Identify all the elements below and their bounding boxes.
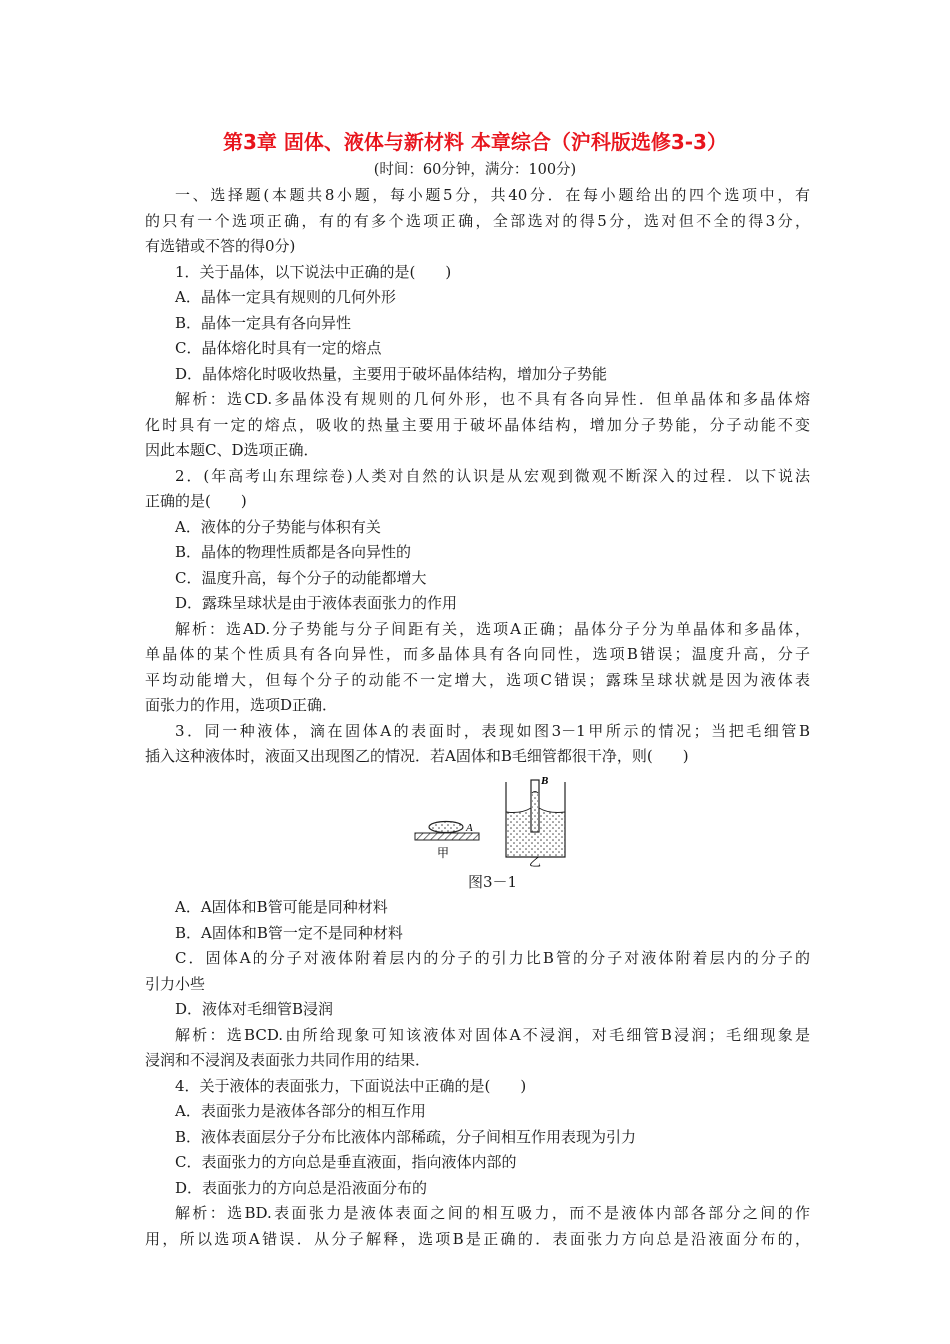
diagram-label-yi: 乙 xyxy=(529,854,542,868)
question-1-stem: 1．关于晶体，以下说法中正确的是( ) xyxy=(175,262,452,281)
diagram-label-jia: 甲 xyxy=(437,845,450,860)
time-score-note: (时间：60分钟，满分：100分) xyxy=(373,162,577,178)
question-2-stem-line: 2．(年高考山东理综卷)人类对自然的认识是从宏观到微观不断深入的过程．以下说法 xyxy=(175,466,810,485)
question-2-stem-line: 正确的是( ) xyxy=(145,492,247,510)
diagram-yi-beaker xyxy=(506,780,565,857)
figure-3-1 xyxy=(145,770,810,870)
question-1-answer-line: 因此本题C、D选项正确． xyxy=(145,441,319,459)
diagram-label-b: B xyxy=(541,774,549,787)
question-3-option-b: B．A固体和B管一定不是同种材料 xyxy=(175,923,403,942)
document-body xyxy=(145,183,810,1252)
question-1-answer-line: 化时具有一定的熔点，吸收的热量主要用于破坏晶体结构，增加分子势能，分子动能不变 xyxy=(145,415,810,434)
diagram-label-a: A xyxy=(466,821,473,834)
question-2-answer-line: 平均动能增大，但每个分子的动能不一定增大，选项C错误；露珠呈球状就是因为液体表 xyxy=(145,670,810,689)
question-1-option-d: D．晶体熔化时吸收热量，主要用于破坏晶体结构，增加分子势能 xyxy=(175,364,608,383)
question-2-answer-line: 面张力的作用，选项D正确． xyxy=(145,696,338,714)
question-4-option-d: D．表面张力的方向总是沿液面分布的 xyxy=(175,1178,428,1197)
question-4-option-b: B．液体表面层分子分布比液体内部稀疏，分子间相互作用表现为引力 xyxy=(175,1127,637,1146)
question-2-option-c: C．温度升高，每个分子的动能都增大 xyxy=(175,568,427,587)
section-intro-line: 一、选择题(本题共8小题，每小题5分，共40分．在每小题给出的四个选项中，有 xyxy=(175,186,810,204)
question-4-option-c: C．表面张力的方向总是垂直液面，指向液体内部的 xyxy=(175,1153,517,1171)
question-4-answer-line: 解析：选BD.表面张力是液体表面之间的相互吸力，而不是液体内部各部分之间的作 xyxy=(175,1204,810,1222)
question-2-option-a: A．液体的分子势能与体积有关 xyxy=(175,517,381,536)
question-1-option-c: C．晶体熔化时具有一定的熔点 xyxy=(175,339,382,357)
question-2-option-d: D．露珠呈球状是由于液体表面张力的作用 xyxy=(175,594,458,612)
question-3-answer-line: 解析：选BCD.由所给现象可知该液体对固体A不浸润，对毛细管B浸润；毛细现象是 xyxy=(175,1025,810,1044)
question-3-stem-line: 插入这种液体时，液面又出现图乙的情况．若A固体和B毛细管都很干净，则( ) xyxy=(145,747,689,765)
question-4-stem: 4．关于液体的表面张力，下面说法中正确的是( ) xyxy=(175,1076,527,1095)
question-3-option-c-line: C．固体A的分子对液体附着层内的分子的引力比B管的分子对液体附着层内的分子的 xyxy=(175,949,810,967)
question-2-option-b: B．晶体的物理性质都是各向异性的 xyxy=(175,543,412,561)
question-3-answer-line: 浸润和不浸润及表面张力共同作用的结果． xyxy=(145,1051,431,1069)
question-3-option-d: D．液体对毛细管B浸润 xyxy=(175,1000,334,1018)
question-3-option-c-line: 引力小些 xyxy=(145,974,206,993)
question-3-stem-line: 3．同一种液体，滴在固体A的表面时，表现如图3－1甲所示的情况；当把毛细管B xyxy=(175,721,810,740)
question-3-option-a: A．A固体和B管可能是同种材料 xyxy=(175,898,388,916)
figure-caption: 图3－1 xyxy=(467,872,518,891)
question-4-answer-line: 用，所以选项A错误．从分子解释，选项B是正确的．表面张力方向总是沿液面分布的， xyxy=(145,1229,810,1248)
question-4-option-a: A．表面张力是液体各部分的相互作用 xyxy=(175,1102,426,1120)
question-1-option-a: A．晶体一定具有规则的几何外形 xyxy=(175,288,396,306)
question-2-answer-line: 解析：选AD.分子势能与分子间距有关，选项A正确；晶体分子分为单晶体和多晶体， xyxy=(175,619,810,638)
figure-3-1-diagram xyxy=(413,772,573,868)
question-1-option-b: B．晶体一定具有各向异性 xyxy=(175,313,352,332)
question-2-answer-line: 单晶体的某个性质具有各向异性，而多晶体具有各向同性，选项B错误；温度升高，分子 xyxy=(145,645,810,663)
section-intro-line: 有选错或不答的得0分) xyxy=(145,237,296,255)
document-title: 第3章 固体、液体与新材料 本章综合（沪科版选修3-3） xyxy=(223,130,727,154)
section-intro-line: 的只有一个选项正确，有的有多个选项正确，全部选对的得5分，选对但不全的得3分， xyxy=(145,211,810,230)
question-1-answer-line: 解析：选CD.多晶体没有规则的几何外形，也不具有各向异性．但单晶体和多晶体熔 xyxy=(175,390,810,408)
